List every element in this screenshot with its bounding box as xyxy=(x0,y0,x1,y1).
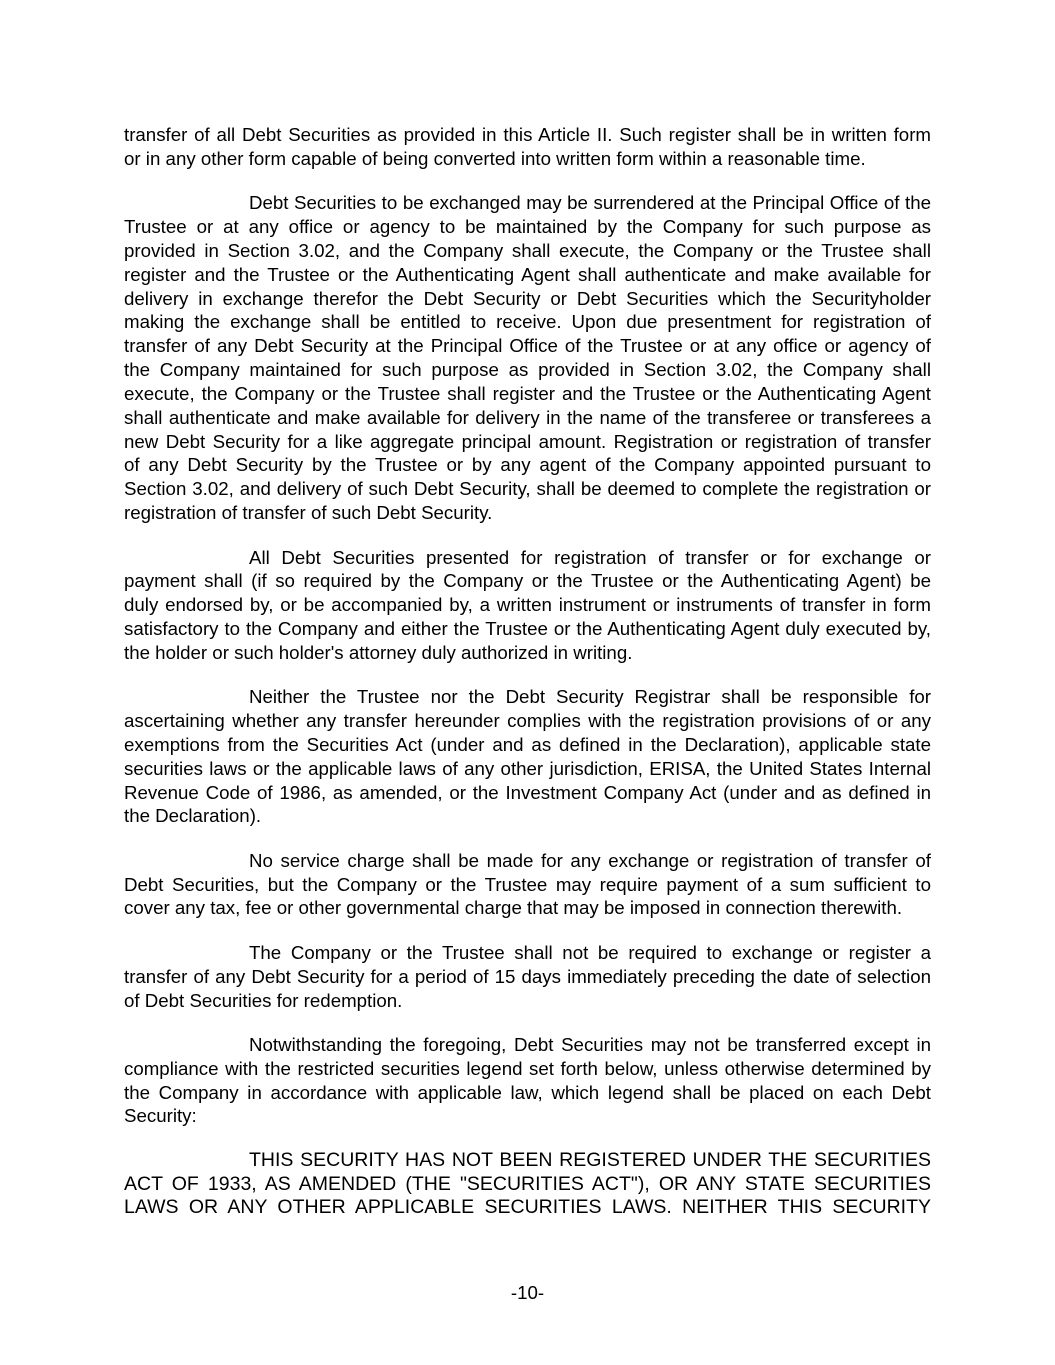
text-line: cover any tax, fee or other governmental charge that may be imposed in connection therewith. xyxy=(124,897,903,919)
text-line: compliance with the restricted securities legend set forth below, unless otherwise determined by xyxy=(124,1057,931,1079)
text-line: securities laws or the applicable laws of any other jurisdiction, ERISA, the United States Internal xyxy=(124,757,931,779)
text-line: The Company or the Trustee shall not be required to exchange or register a xyxy=(249,941,931,963)
restricted-securities-legend xyxy=(124,1149,931,1221)
text-line: the Company maintained for such purpose as provided in Section 3.02, the Company shall xyxy=(124,359,931,381)
body-text xyxy=(124,123,931,1241)
text-line: register and the Trustee or the Authenticating Agent shall authenticate and make available for xyxy=(124,263,931,285)
text-line: duly endorsed by, or be accompanied by, a written instrument or instruments of transfer in form xyxy=(124,594,931,616)
text-line: Revenue Code of 1986, as amended, or the Investment Company Act (under and as defined in xyxy=(124,781,931,803)
legend-line: LAWS OR ANY OTHER APPLICABLE SECURITIES LAWS. NEITHER THIS SECURITY xyxy=(124,1196,931,1219)
paragraph-transfer-restriction xyxy=(124,1033,931,1128)
paragraph-register-form xyxy=(124,123,931,171)
paragraph-redemption-period xyxy=(124,941,931,1013)
text-line: ascertaining whether any transfer hereunder complies with the registration provisions of or any xyxy=(124,710,931,732)
text-line: payment shall (if so required by the Company or the Trustee or the Authenticating Agent) be xyxy=(124,570,931,592)
legend-line: THIS SECURITY HAS NOT BEEN REGISTERED UNDER THE SECURITIES xyxy=(249,1148,931,1171)
text-line: shall authenticate and make available for delivery in the name of the transferee or transferees a xyxy=(124,406,931,428)
text-line: provided in Section 3.02, and the Company shall execute, the Company or the Trustee shall xyxy=(124,239,931,261)
text-line: or in any other form capable of being converted into written form within a reasonable time. xyxy=(124,147,866,169)
text-line: execute, the Company or the Trustee shall register and the Trustee or the Authenticating Agent xyxy=(124,382,931,404)
text-line: the holder or such holder's attorney duly authorized in writing. xyxy=(124,641,633,663)
text-line: of Debt Securities for redemption. xyxy=(124,989,403,1011)
text-line: the Company in accordance with applicable law, which legend shall be placed on each Debt xyxy=(124,1081,931,1103)
text-line: new Debt Security for a like aggregate principal amount. Registration or registration of transfer xyxy=(124,430,931,452)
page-number: -10- xyxy=(510,1282,545,1303)
text-line: Security: xyxy=(124,1105,197,1127)
paragraph-exchange-and-transfer xyxy=(124,191,931,525)
text-line: Neither the Trustee nor the Debt Security Registrar shall be responsible for xyxy=(249,686,931,708)
text-line: Debt Securities to be exchanged may be surrendered at the Principal Office of the xyxy=(249,192,931,214)
text-line: No service charge shall be made for any exchange or registration of transfer of xyxy=(249,849,931,871)
text-line: delivery in exchange therefor the Debt Security or Debt Securities which the Securityholder xyxy=(124,287,931,309)
text-line: the Declaration). xyxy=(124,805,262,827)
paragraph-service-charge xyxy=(124,849,931,921)
text-line: Section 3.02, and delivery of such Debt Security, shall be deemed to complete the registration or xyxy=(124,478,931,500)
text-line: registration of transfer of such Debt Security. xyxy=(124,502,493,524)
text-line: satisfactory to the Company and either the Trustee or the Authenticating Agent duly executed by, xyxy=(124,618,931,640)
paragraph-registrar-responsibility xyxy=(124,685,931,828)
paragraph-endorsement xyxy=(124,546,931,665)
text-line: transfer of all Debt Securities as provided in this Article II. Such register shall be in written form xyxy=(124,124,931,145)
text-line: Notwithstanding the foregoing, Debt Securities may not be transferred except in xyxy=(249,1033,931,1055)
legend-line: ACT OF 1933, AS AMENDED (THE "SECURITIES ACT"), OR ANY STATE SECURITIES xyxy=(124,1172,931,1195)
text-line: Debt Securities, but the Company or the Trustee may require payment of a sum sufficient to xyxy=(124,873,931,895)
text-line: of any Debt Security by the Trustee or by any agent of the Company appointed pursuant to xyxy=(124,454,931,476)
text-line: transfer of any Debt Security for a period of 15 days immediately preceding the date of selection xyxy=(124,965,931,987)
text-line: Trustee or at any office or agency to be maintained by the Company for such purpose as xyxy=(124,216,931,238)
text-line: transfer of any Debt Security at the Principal Office of the Trustee or at any office or agency of xyxy=(124,335,931,357)
text-line: All Debt Securities presented for registration of transfer or for exchange or xyxy=(249,546,931,568)
text-line: exemptions from the Securities Act (under and as defined in the Declaration), applicable state xyxy=(124,733,931,755)
text-line: making the exchange shall be entitled to receive. Upon due presentment for registration of xyxy=(124,311,931,333)
